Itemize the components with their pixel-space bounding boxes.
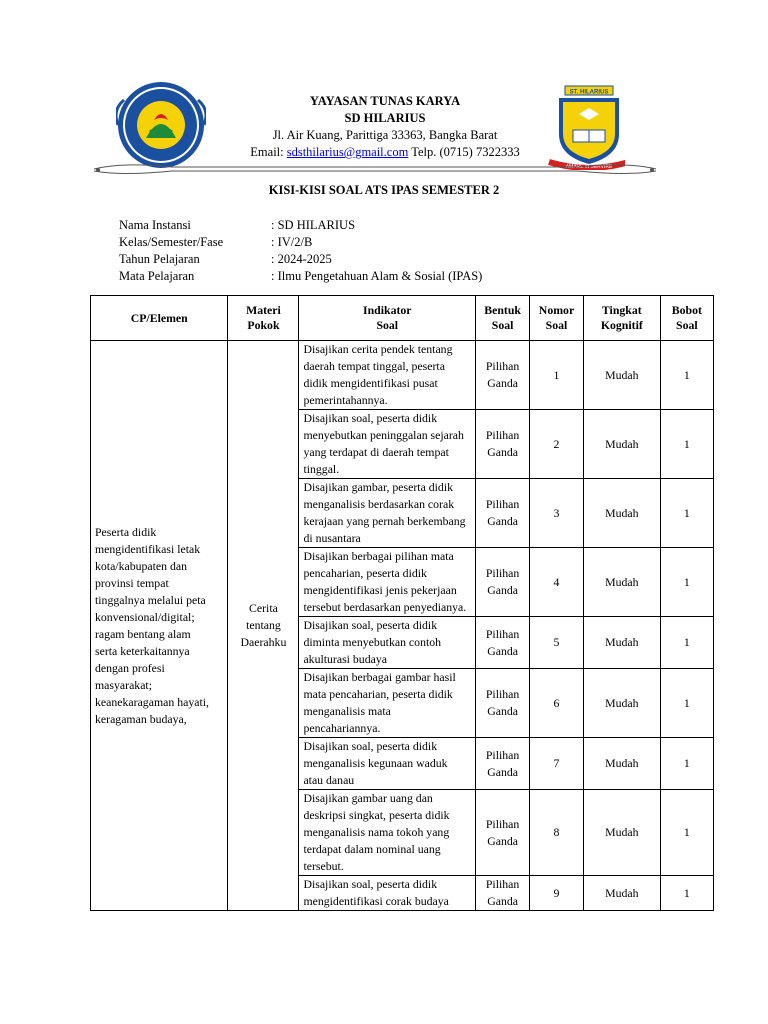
indikator-line: tersebut berdasarkan penyedianya. xyxy=(303,600,467,614)
indikator-line: yang terdapat di daerah tempat xyxy=(303,445,449,459)
bobot-soal-cell: 1 xyxy=(660,738,713,790)
indikator-line: menyebutkan peninggalan sejarah xyxy=(303,428,464,442)
indikator-line: Disajikan gambar uang dan xyxy=(303,791,433,805)
nomor-soal-cell: 6 xyxy=(530,669,584,738)
bentuk-line: Pilihan xyxy=(485,687,520,701)
bentuk-line: Ganda xyxy=(487,376,518,390)
cp-line: serta keterkaitannya xyxy=(95,643,190,658)
bentuk-line: Pilihan xyxy=(485,428,520,442)
header-divider xyxy=(92,162,658,176)
logo-banner-text: ST. HILARIUS xyxy=(569,89,609,96)
indikator-line: Disajikan soal, peserta didik xyxy=(303,411,438,425)
indikator-cell xyxy=(299,738,476,790)
bobot-soal-cell: 1 xyxy=(660,617,713,669)
indikator-line: Disajikan soal, peserta didik xyxy=(303,877,438,891)
indikator-cell xyxy=(299,410,476,479)
indikator-cell xyxy=(299,548,476,617)
indikator-line: kerajaan yang pernah berkembang xyxy=(303,514,466,528)
nomor-soal-cell: 5 xyxy=(530,617,584,669)
table-row xyxy=(91,341,714,410)
tingkat-kognitif-cell: Mudah xyxy=(583,341,660,410)
meta-label: Tahun Pelajaran xyxy=(119,252,200,266)
materi-line: Cerita xyxy=(249,601,278,615)
bentuk-soal-cell xyxy=(476,669,530,738)
meta-value: : 2024-2025 xyxy=(271,252,332,266)
nomor-soal-cell: 2 xyxy=(530,410,584,479)
indikator-line: terdapat dalam nominal uang xyxy=(303,842,441,856)
bentuk-soal-cell xyxy=(476,410,530,479)
indikator-line: atau danau xyxy=(303,773,355,787)
cp-line: konvensional/digital; xyxy=(95,609,195,624)
bentuk-line: Pilihan xyxy=(485,497,520,511)
bentuk-line: Ganda xyxy=(487,833,518,848)
kisi-kisi-table xyxy=(90,295,714,911)
bentuk-soal-cell xyxy=(476,876,530,911)
indikator-line: deskripsi singkat, peserta didik xyxy=(303,808,450,822)
materi-line: Daerahku xyxy=(240,635,287,649)
bobot-soal-cell: 1 xyxy=(660,876,713,911)
bentuk-soal-cell xyxy=(476,548,530,617)
bentuk-line: Pilihan xyxy=(485,877,520,891)
indikator-line: diminta menyebutkan contoh xyxy=(303,635,442,649)
school-name: SD HILARIUS xyxy=(344,111,426,125)
letterhead xyxy=(230,93,540,161)
meta-row xyxy=(119,234,482,251)
header-materi: Materi Pokok xyxy=(228,296,299,341)
nomor-soal-cell: 8 xyxy=(530,790,584,876)
nomor-soal-cell: 3 xyxy=(530,479,584,548)
email-link[interactable]: sdsthilarius@gmail.com xyxy=(286,145,409,159)
cp-line: ragam bentang alam xyxy=(95,626,191,641)
bobot-soal-cell: 1 xyxy=(660,341,713,410)
indikator-line: mata pencaharian, peserta didik xyxy=(303,687,453,701)
cp-line: keanekaragaman hayati, xyxy=(95,694,209,709)
header-cp: CP/Elemen xyxy=(91,296,228,341)
school-address: Jl. Air Kuang, Parittiga 33363, Bangka Barat xyxy=(272,128,498,142)
indikator-cell xyxy=(299,790,476,876)
meta-value: : SD HILARIUS xyxy=(271,218,356,232)
bobot-soal-cell: 1 xyxy=(660,479,713,548)
bobot-soal-cell: 1 xyxy=(660,790,713,876)
bentuk-soal-cell xyxy=(476,479,530,548)
cp-line: keragaman budaya, xyxy=(95,711,187,726)
bentuk-line: Ganda xyxy=(487,514,518,528)
indikator-line: akulturasi budaya xyxy=(303,652,387,666)
cp-line: kota/kabupaten dan xyxy=(95,558,188,573)
indikator-line: mengidentifikasi corak budaya xyxy=(303,894,449,908)
indikator-line: pemerintahannya. xyxy=(303,393,388,407)
header-tingkat: Tingkat Kognitif xyxy=(583,296,660,341)
cp-line: Peserta didik xyxy=(95,524,157,539)
bentuk-line: Ganda xyxy=(487,764,518,779)
bentuk-soal-cell xyxy=(476,738,530,790)
meta-label: Kelas/Semester/Fase xyxy=(119,235,224,249)
header-indikator: Indikator Soal xyxy=(299,296,476,341)
bentuk-soal-cell xyxy=(476,617,530,669)
tingkat-kognitif-cell: Mudah xyxy=(583,617,660,669)
nomor-soal-cell: 1 xyxy=(530,341,584,410)
indikator-line: daerah tempat tinggal, peserta xyxy=(303,359,445,373)
nomor-soal-cell: 9 xyxy=(530,876,584,911)
tingkat-kognitif-cell: Mudah xyxy=(583,738,660,790)
indikator-line: mengidentifikasi jenis pekerjaan xyxy=(303,583,457,597)
bentuk-soal-cell xyxy=(476,790,530,876)
header-nomor: Nomor Soal xyxy=(530,296,584,341)
indikator-line: Disajikan berbagai gambar hasil xyxy=(303,670,456,684)
bentuk-line: Ganda xyxy=(487,643,518,658)
meta-value: : Ilmu Pengetahuan Alam & Sosial (IPAS) xyxy=(271,269,483,283)
indikator-line: menganalisis berdasarkan corak xyxy=(303,497,455,511)
indikator-line: tinggal. xyxy=(303,462,340,476)
indikator-line: Disajikan soal, peserta didik xyxy=(303,618,438,632)
email-label: Email: xyxy=(250,145,287,159)
indikator-cell xyxy=(299,341,476,410)
indikator-cell xyxy=(299,617,476,669)
indikator-cell xyxy=(299,669,476,738)
header-bobot: Bobot Soal xyxy=(660,296,713,341)
materi-pokok-cell xyxy=(228,341,299,911)
meta-row xyxy=(119,251,482,268)
bentuk-line: Ganda xyxy=(487,704,518,718)
yayasan-logo-icon xyxy=(116,80,206,170)
bobot-soal-cell: 1 xyxy=(660,548,713,617)
meta-row xyxy=(119,268,482,285)
meta-label: Nama Instansi xyxy=(119,218,191,232)
meta-value: : IV/2/B xyxy=(271,235,313,249)
tingkat-kognitif-cell: Mudah xyxy=(583,548,660,617)
tingkat-kognitif-cell: Mudah xyxy=(583,669,660,738)
cp-line: provinsi tempat xyxy=(95,575,169,590)
nomor-soal-cell: 7 xyxy=(530,738,584,790)
contact-line xyxy=(230,144,540,161)
bentuk-line: Ganda xyxy=(487,445,518,459)
cp-line: dengan profesi xyxy=(95,660,165,675)
indikator-line: menganalisis nama tokoh yang xyxy=(303,825,450,839)
bentuk-line: Pilihan xyxy=(485,359,520,373)
indikator-line: pencahariannya. xyxy=(303,721,381,735)
tingkat-kognitif-cell: Mudah xyxy=(583,876,660,911)
tingkat-kognitif-cell: Mudah xyxy=(583,410,660,479)
cp-line: mengidentifikasi letak xyxy=(95,541,201,556)
organization-name: YAYASAN TUNAS KARYA xyxy=(309,94,461,108)
bobot-soal-cell: 1 xyxy=(660,669,713,738)
bentuk-soal-cell xyxy=(476,341,530,410)
tingkat-kognitif-cell: Mudah xyxy=(583,790,660,876)
st-hilarius-logo-icon xyxy=(545,84,625,170)
document-title: KISI-KISI SOAL ATS IPAS SEMESTER 2 xyxy=(268,183,500,197)
indikator-line: pencaharian, peserta didik xyxy=(303,566,427,580)
indikator-line: Disajikan cerita pendek tentang xyxy=(303,342,453,356)
meta-row xyxy=(119,217,482,234)
document-meta xyxy=(119,217,482,285)
indikator-line: menganalisis mata xyxy=(303,704,391,718)
indikator-line: Disajikan gambar, peserta didik xyxy=(303,480,454,494)
nomor-soal-cell: 4 xyxy=(530,548,584,617)
bentuk-line: Pilihan xyxy=(485,626,520,641)
bentuk-line: Pilihan xyxy=(485,566,520,580)
indikator-line: Disajikan berbagai pilihan mata xyxy=(303,549,454,563)
indikator-line: tersebut. xyxy=(303,859,344,873)
materi-line: tentang xyxy=(246,618,281,632)
indikator-line: di nusantara xyxy=(303,531,361,545)
cp-line: tinggalnya melalui peta xyxy=(95,592,206,607)
header-bentuk: Bentuk Soal xyxy=(476,296,530,341)
bentuk-line: Pilihan xyxy=(485,747,520,762)
bentuk-line: Ganda xyxy=(487,894,518,908)
indikator-line: didik mengidentifikasi pusat xyxy=(303,376,438,390)
logo-motto-text: AMARE et SERVIRE xyxy=(565,164,613,170)
bobot-soal-cell: 1 xyxy=(660,410,713,479)
bentuk-line: Pilihan xyxy=(485,816,520,831)
cp-elemen-cell xyxy=(91,341,228,911)
tingkat-kognitif-cell: Mudah xyxy=(583,479,660,548)
cp-line: masyarakat; xyxy=(95,677,152,692)
bentuk-line: Ganda xyxy=(487,583,518,597)
phone-text: Telp. (0715) 7322333 xyxy=(408,145,520,159)
table-header-row xyxy=(91,296,714,341)
meta-label: Mata Pelajaran xyxy=(119,269,195,283)
indikator-cell xyxy=(299,479,476,548)
indikator-line: Disajikan soal, peserta didik xyxy=(303,739,438,753)
indikator-line: menganalisis kegunaan waduk xyxy=(303,756,448,770)
indikator-cell xyxy=(299,876,476,911)
